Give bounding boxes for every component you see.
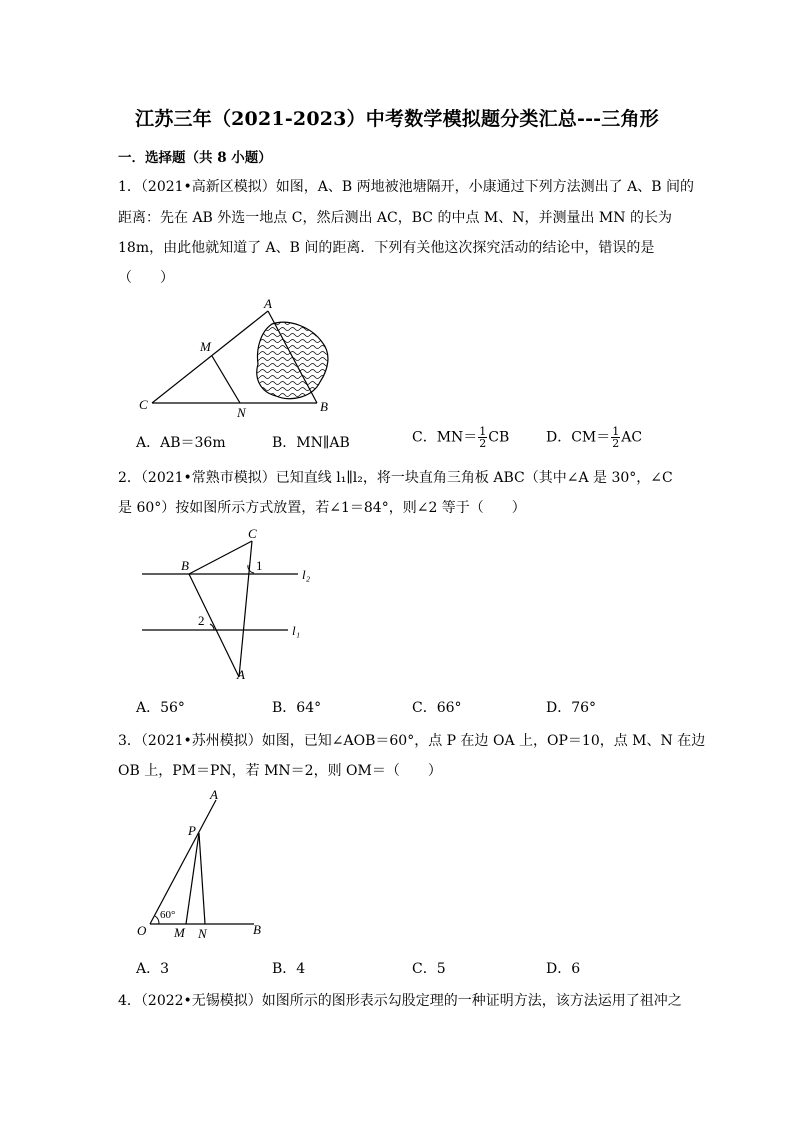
pond-shape [257, 322, 328, 398]
q1-option-c[interactable] [412, 426, 509, 449]
q1-option-c-prefix: C．MN＝ [412, 429, 478, 446]
q1-text-line3: 18m，由此他就知道了 A、B 间的距离．下列有关他这次探究活动的结论中，错误的是 [118, 240, 655, 256]
page-title: 江苏三年（2021-2023）中考数学模拟题分类汇总---三角形 [135, 108, 659, 130]
q3-figure [132, 785, 282, 945]
q1-option-b[interactable]: B．MN∥AB [272, 435, 350, 451]
q1-text-line4: （ ） [118, 270, 174, 286]
q3-option-b[interactable]: B．4 [272, 961, 306, 977]
label-b: B [320, 399, 328, 414]
q2-option-d[interactable]: D．76° [546, 700, 597, 716]
q2-text-line2: 是 60°）按如图所示方式放置，若∠1＝84°，则∠2 等于（ ） [118, 500, 526, 516]
label-2: 2 [198, 613, 205, 628]
q4-text-line1: 4．（2022•无锡模拟）如图所示的图形表示勾股定理的一种证明方法，该方法运用了祖冲之 [118, 993, 682, 1009]
q2-figure [136, 525, 336, 690]
q1-text-line2: 距离：先在 AB 外选一地点 C，然后测出 AC，BC 的中点 M、N，并测量出 MN 的长为 [118, 210, 672, 226]
q1-option-d-suffix: AC [621, 429, 643, 446]
q2-text-line1: 2．（2021•常熟市模拟）已知直线 l₁∥l₂，将一块直角三角板 ABC（其中∠A 是 30°，∠C [118, 470, 673, 486]
q1-option-a[interactable]: A．AB＝36m [136, 435, 226, 451]
label-l1: l₁ [292, 623, 301, 638]
q1-option-d[interactable] [546, 426, 642, 449]
label-l2: l₂ [302, 567, 311, 582]
label-n: N [198, 926, 207, 941]
q3-text-line2: OB 上，PM＝PN，若 MN＝2，则 OM＝（ ） [118, 763, 442, 779]
segment-pn [199, 833, 205, 924]
segment-ca [239, 541, 252, 677]
q2-option-c[interactable]: C．66° [412, 700, 462, 716]
label-a: A [210, 787, 218, 802]
q1-option-d-prefix: D．CM＝ [546, 429, 611, 446]
label-a: A [237, 667, 245, 682]
label-n: N [237, 405, 246, 420]
ray-oa [150, 800, 216, 924]
q2-option-a[interactable]: A．56° [136, 700, 185, 716]
label-angle: 60° [160, 909, 176, 921]
segment-mn [212, 356, 240, 403]
segment-bc [189, 541, 252, 574]
label-m: M [200, 339, 211, 354]
segment-ba [189, 574, 239, 677]
q3-option-c[interactable]: C．5 [412, 961, 446, 977]
label-p: P [188, 823, 196, 838]
label-o: O [137, 923, 147, 938]
label-b: B [253, 922, 261, 937]
segment-pm [186, 833, 199, 924]
q3-option-d[interactable]: D．6 [546, 961, 581, 977]
label-a: A [264, 296, 272, 311]
q1-figure [130, 290, 360, 425]
angle-o-arc [155, 916, 159, 924]
section-heading: 一．选择题（共 8 小题） [118, 150, 272, 166]
label-c: C [248, 526, 257, 541]
q1-option-c-suffix: CB [488, 429, 510, 446]
label-b: B [181, 558, 189, 573]
q1-text-line1: 1．（2021•高新区模拟）如图，A、B 两地被池塘隔开，小康通过下列方法测出了 A、B 间的 [118, 179, 694, 195]
q2-option-b[interactable]: B．64° [272, 700, 322, 716]
label-m: M [174, 925, 185, 940]
label-c: C [139, 397, 148, 412]
fraction-half: $\frac{1}{2}$ [479, 425, 487, 450]
segment-ca [152, 311, 268, 403]
fraction-half: $\frac{1}{2}$ [612, 425, 620, 450]
label-1: 1 [256, 558, 263, 573]
q3-text-line1: 3．（2021•苏州模拟）如图，已知∠AOB＝60°，点 P 在边 OA 上，OP＝10，点 M、N 在边 [118, 733, 706, 749]
q3-option-a[interactable]: A．3 [136, 961, 170, 977]
